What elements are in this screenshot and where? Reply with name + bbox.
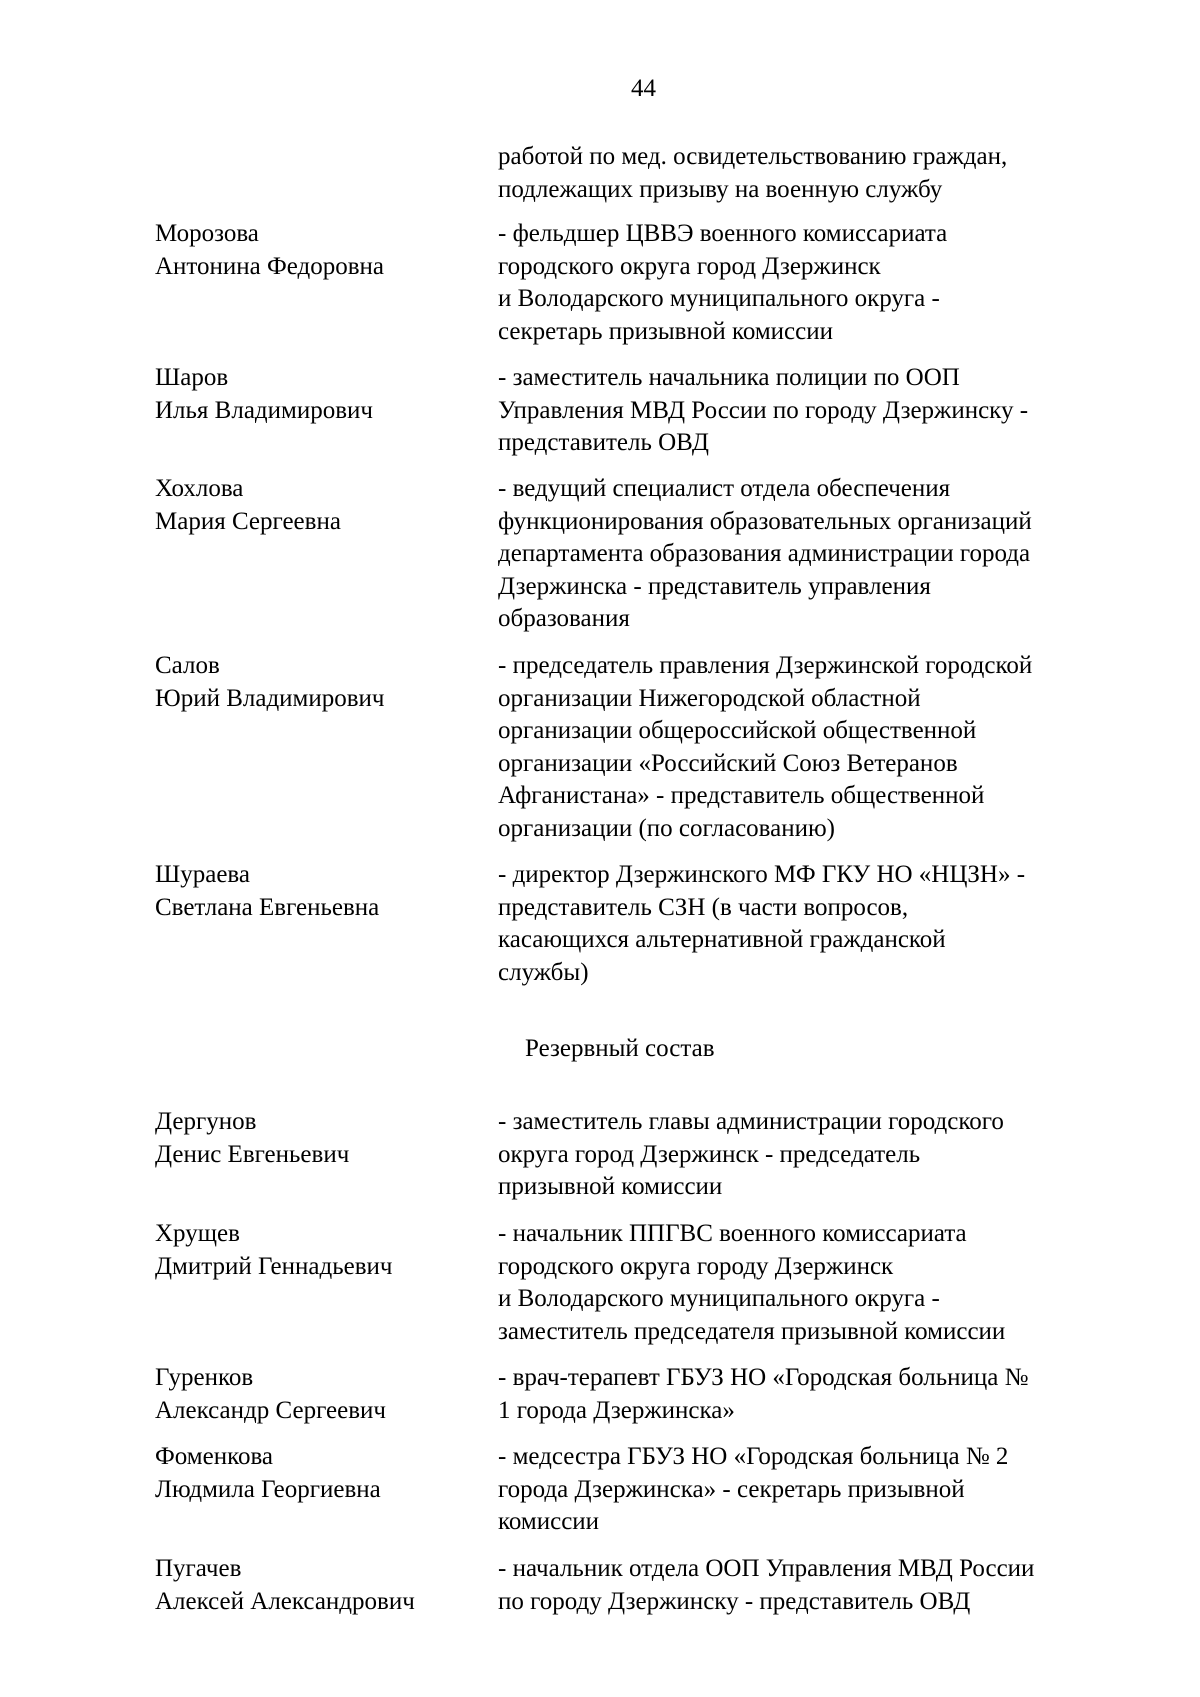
member-given-name: Алексей Александрович [155,1587,415,1615]
desc-line: 1 города Дзержинска» [498,1396,735,1424]
member-given-name: Мария Сергеевна [155,507,341,535]
desc-line: образования [498,605,630,632]
member-surname: Пугачев [155,1555,242,1582]
member-name [155,362,485,427]
desc-line: и Володарского муниципального округа - [498,1285,940,1312]
desc-line: службы) [498,958,589,986]
member-surname: Морозова [155,220,259,247]
desc-line: заместитель председателя призывной комиссии [498,1317,1006,1345]
desc-line: комиссии [498,1508,600,1535]
member-name [155,218,485,283]
desc-line: и Володарского муниципального округа - [498,285,940,312]
member-given-name: Александр Сергеевич [155,1396,386,1424]
desc-line: Управления МВД России по городу Дзержинску - [498,396,1029,424]
desc-line: - председатель правления Дзержинской городской [498,652,1033,679]
desc-line: Дзержинска - представитель управления [498,572,931,600]
member-given-name: Людмила Георгиевна [155,1475,381,1503]
member-role [498,1106,1111,1204]
member-name [155,650,485,715]
desc-line: округа город Дзержинск - председатель [498,1140,921,1168]
desc-line: представитель СЗН (в части вопросов, [498,893,909,921]
desc-line: города Дзержинска» - секретарь призывной [498,1475,965,1503]
member-name [155,859,485,924]
member-role [498,218,1111,348]
desc-line: - заместитель начальника полиции по ООП [498,364,960,391]
desc-line: секретарь призывной комиссии [498,317,834,345]
member-name [155,1218,485,1283]
desc-line: организации Нижегородской областной [498,684,921,712]
desc-line: представитель ОВД [498,429,709,456]
desc-line: подлежащих призыву на военную службу [498,175,943,203]
member-name [155,1553,485,1618]
member-given-name: Дмитрий Геннадьевич [155,1252,393,1280]
member-surname: Дергунов [155,1108,257,1135]
member-given-name: Юрий Владимирович [155,684,385,712]
desc-line: городского округа городу Дзержинск [498,1252,894,1280]
desc-line: работой по мед. освидетельствованию граждан, [498,143,1008,170]
desc-line: департамента образования администрации города [498,540,1031,567]
desc-line: - начальник ППГВС военного комиссариата [498,1220,967,1247]
member-given-name: Светлана Евгеньевна [155,893,380,921]
member-name [155,1362,485,1427]
desc-line: призывной комиссии [498,1173,723,1200]
member-role [498,1441,1111,1539]
member-role [498,362,1111,460]
desc-line: - начальник отдела ООП Управления МВД России [498,1555,1035,1582]
desc-line: организации «Российский Союз Ветеранов [498,749,958,777]
desc-line: Афганистана» - представитель общественной [498,782,985,809]
desc-line: по городу Дзержинску - представитель ОВД [498,1587,971,1615]
desc-line: функционирования образовательных организаций [498,507,1032,535]
page-number: 44 [631,75,656,102]
member-name [155,473,485,538]
member-role [498,650,1111,845]
member-given-name: Денис Евгеньевич [155,1140,350,1168]
member-role [498,1362,1111,1427]
member-surname: Шураева [155,861,250,888]
desc-line: организации (по согласованию) [498,814,835,842]
member-given-name: Антонина Федоровна [155,252,385,280]
member-surname: Хрущев [155,1220,240,1247]
desc-line: организации общероссийской общественной [498,717,977,744]
member-name [155,1441,485,1506]
desc-line: городского округа город Дзержинск [498,252,881,280]
desc-line: касающихся альтернативной гражданской [498,926,946,953]
member-surname: Фоменкова [155,1443,274,1470]
member-role [498,859,1111,989]
member-role [498,1553,1111,1618]
member-role [498,473,1111,636]
member-surname: Салов [155,652,220,679]
member-role [498,1218,1111,1348]
section-heading-reserve: Резервный состав [525,1035,715,1062]
desc-line: - ведущий специалист отдела обеспечения [498,475,951,502]
desc-line: - медсестра ГБУЗ НО «Городская больница № 2 [498,1443,1009,1470]
desc-line: - заместитель главы администрации городского [498,1108,1004,1135]
desc-line: - директор Дзержинского МФ ГКУ НО «НЦЗН» - [498,861,1026,888]
member-given-name: Илья Владимирович [155,396,373,424]
member-name [155,1106,485,1171]
member-surname: Гуренков [155,1364,254,1391]
member-surname: Шаров [155,364,229,391]
continuation-text [498,141,1111,206]
desc-line: - фельдшер ЦВВЭ военного комиссариата [498,220,948,247]
member-surname: Хохлова [155,475,244,502]
desc-line: - врач-терапевт ГБУЗ НО «Городская больница № [498,1364,1029,1391]
